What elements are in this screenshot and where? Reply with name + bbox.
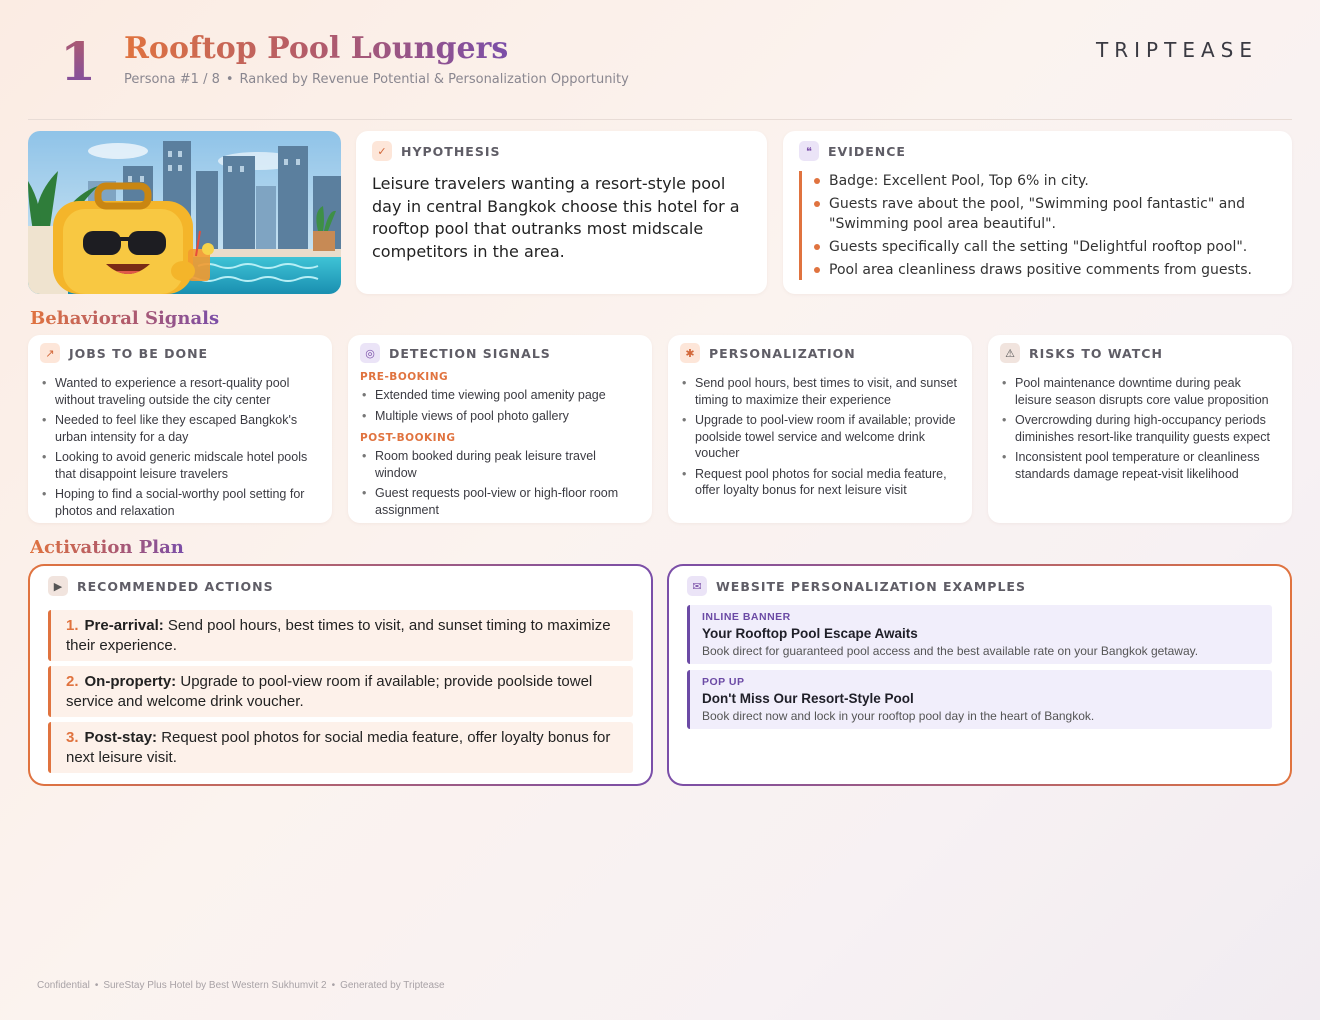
recommended-actions-label: RECOMMENDED ACTIONS [77, 578, 274, 594]
action-item [48, 722, 633, 773]
evidence-item: Guests rave about the pool, "Swimming pool fantastic" and "Swimming pool area beautiful". [813, 194, 1276, 234]
action-number: 1. [66, 617, 79, 634]
risks-card [988, 335, 1292, 523]
footer-confidential: Confidential [37, 980, 90, 991]
list-item: • Pool maintenance downtime during peak leisure season disrupts core value proposition [1000, 375, 1280, 408]
list-item: • Needed to feel like they escaped Bangkok's urban intensity for a day [40, 412, 320, 445]
list-item: • Room booked during peak leisure travel window [360, 448, 640, 481]
quote-icon: ❝ [799, 141, 819, 161]
example-body: Book direct for guaranteed pool access and the best available rate on your Bangkok getaway. [702, 644, 1199, 658]
evidence-list [799, 171, 1276, 280]
action-text: Upgrade to pool-view room if available; provide poolside towel service and welcome drink voucher. [66, 673, 593, 710]
example-title: Don't Miss Our Resort-Style Pool [702, 691, 914, 706]
checkmark-icon: ✓ [372, 141, 392, 161]
behavioral-signals-title: Behavioral Signals [30, 308, 220, 329]
jobs-card [28, 335, 332, 523]
evidence-item: Guests specifically call the setting "Delightful rooftop pool". [813, 237, 1276, 257]
pre-booking-list [360, 387, 640, 424]
radar-icon: ◎ [360, 343, 380, 363]
action-lead: Post-stay: [84, 729, 158, 746]
action-text: Send pool hours, best times to visit, and sunset timing to maximize their experience. [66, 617, 611, 654]
list-item: • Upgrade to pool-view room if available; provide poolside towel service and welcome drink voucher [680, 412, 960, 462]
hypothesis-text: Leisure travelers wanting a resort-style pool day in central Bangkok choose this hotel for a rooftop pool that outranks most midscale competitors in the area. [372, 174, 740, 261]
jobs-label: JOBS TO BE DONE [69, 345, 209, 361]
action-item [48, 666, 633, 717]
list-item: • Looking to avoid generic midscale hotel pools that disappoint leisure travelers [40, 449, 320, 482]
page-footer: Confidential • SureStay Plus Hotel by Best Western Sukhumvit 2 • Generated by Triptease [37, 980, 445, 991]
evidence-label: EVIDENCE [828, 143, 906, 159]
evidence-item: Pool area cleanliness draws positive comments from guests. [813, 260, 1276, 280]
example-item [687, 605, 1272, 664]
footer-generated: Generated by Triptease [340, 980, 445, 991]
personalization-card [668, 335, 972, 523]
page-title: Rooftop Pool Loungers [124, 31, 509, 66]
website-examples-panel [667, 564, 1292, 786]
evidence-item: Badge: Excellent Pool, Top 6% in city. [813, 171, 1276, 191]
example-title: Your Rooftop Pool Escape Awaits [702, 626, 918, 641]
page-subtitle: Persona #1 / 8 • Ranked by Revenue Potential & Personalization Opportunity [124, 72, 629, 87]
list-item: • Guest requests pool-view or high-floor room assignment [360, 485, 640, 518]
activation-plan-title: Activation Plan [30, 537, 184, 558]
example-type: POP UP [702, 676, 745, 688]
personalization-label: PERSONALIZATION [709, 345, 856, 361]
envelope-icon: ✉ [687, 576, 707, 596]
detection-card [348, 335, 652, 523]
footer-hotel: SureStay Plus Hotel by Best Western Sukhumvit 2 [103, 980, 327, 991]
list-item: • Send pool hours, best times to visit, and sunset timing to maximize their experience [680, 375, 960, 408]
persona-label: Persona #1 / 8 [124, 72, 220, 87]
action-lead: Pre-arrival: [84, 617, 164, 634]
warning-icon: ⚠ [1000, 343, 1020, 363]
action-number: 3. [66, 729, 79, 746]
list-item: • Hoping to find a social-worthy pool setting for photos and relaxation [40, 486, 320, 519]
example-item [687, 670, 1272, 729]
hypothesis-card [356, 131, 767, 294]
example-body: Book direct now and lock in your rooftop pool day in the heart of Bangkok. [702, 709, 1095, 723]
risks-list [1000, 375, 1280, 482]
list-item: • Wanted to experience a resort-quality pool without traveling outside the city center [40, 375, 320, 408]
detection-label: DETECTION SIGNALS [389, 345, 551, 361]
action-text: Request pool photos for social media feature, offer loyalty bonus for next leisure visit. [66, 729, 611, 766]
example-type: INLINE BANNER [702, 611, 791, 623]
website-examples-label: WEBSITE PERSONALIZATION EXAMPLES [716, 578, 1026, 594]
list-item: • Overcrowding during high-occupancy periods diminishes resort-like tranquility guests expect [1000, 412, 1280, 445]
persona-number: 1 [60, 32, 97, 93]
list-item: • Extended time viewing pool amenity page [360, 387, 640, 404]
risks-label: RISKS TO WATCH [1029, 345, 1163, 361]
post-booking-label: POST-BOOKING [360, 432, 456, 444]
personalization-list [680, 375, 960, 499]
action-lead: On-property: [84, 673, 177, 690]
page-header [28, 30, 1292, 120]
list-item: • Multiple views of pool photo gallery [360, 408, 640, 425]
play-icon: ▶ [48, 576, 68, 596]
sparkle-icon: ✱ [680, 343, 700, 363]
brand-logo: TRIPTEASE [1096, 38, 1258, 62]
jobs-list [40, 375, 320, 519]
hypothesis-label: HYPOTHESIS [401, 143, 501, 159]
persona-illustration [28, 131, 341, 294]
pre-booking-label: PRE-BOOKING [360, 371, 449, 383]
ranking-label: Ranked by Revenue Potential & Personalization Opportunity [239, 72, 629, 87]
evidence-card [783, 131, 1292, 294]
arrow-up-right-icon: ↗ [40, 343, 60, 363]
list-item: • Request pool photos for social media feature, offer loyalty bonus for next leisure visit [680, 466, 960, 499]
recommended-actions-panel [28, 564, 653, 786]
header-divider [28, 119, 1292, 120]
action-item [48, 610, 633, 661]
list-item: • Inconsistent pool temperature or cleanliness standards damage repeat-visit likelihood [1000, 449, 1280, 482]
post-booking-list [360, 448, 640, 518]
action-number: 2. [66, 673, 79, 690]
